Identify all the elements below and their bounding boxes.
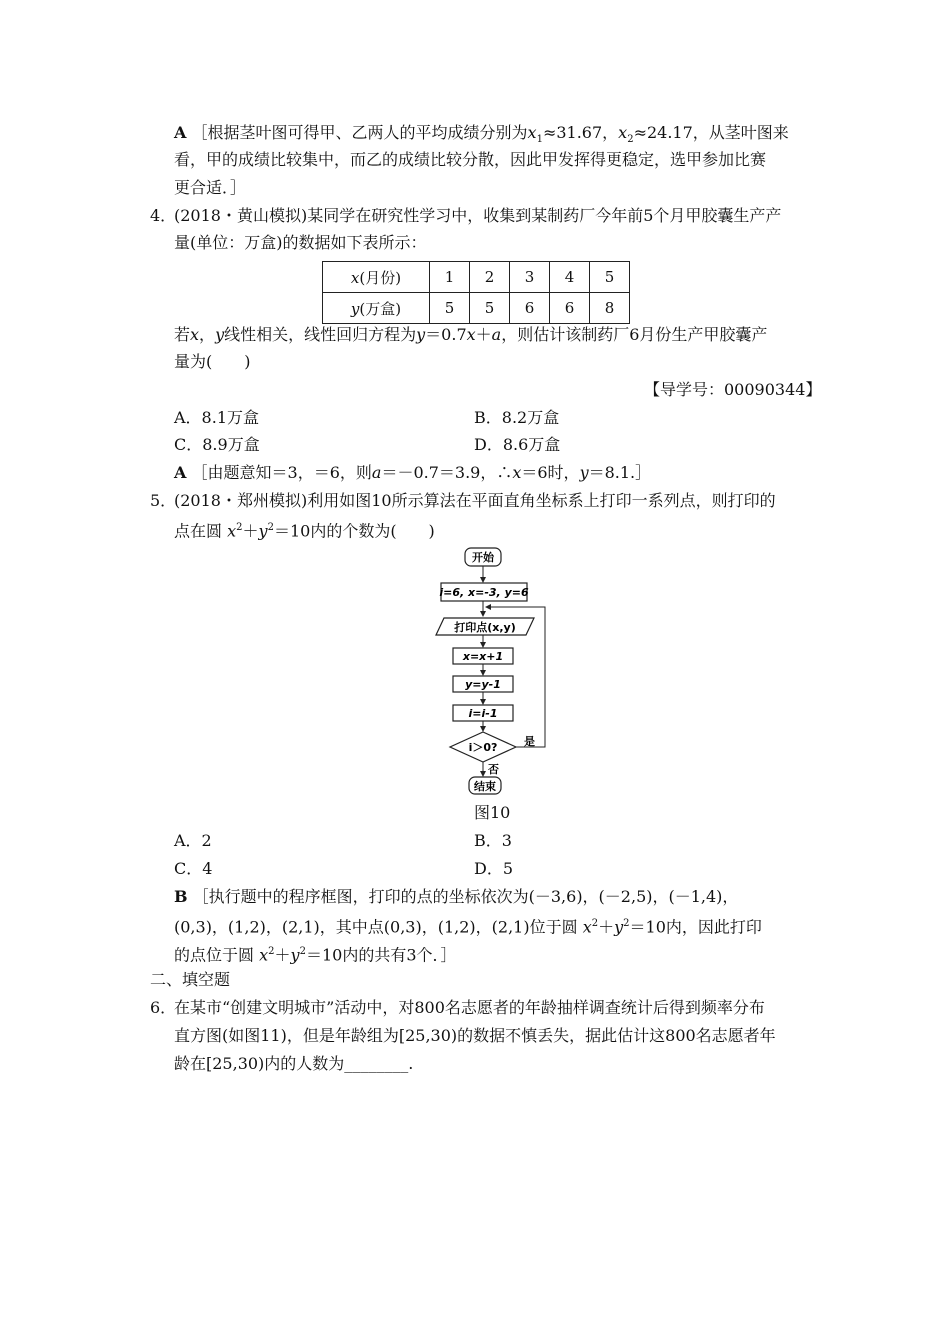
flowchart-step-i-label: i=i-1: [468, 707, 498, 720]
q5-answer-line3: 的点位于圆 $x^2+y^2=10$内的共有3个．］: [174, 945, 457, 965]
q3-answer-line2: 看，甲的成绩比较集中，而乙的成绩比较分散，因此甲发挥得更稳定，选甲参加比赛: [174, 150, 767, 169]
q4-line3: 若x，y线性相关，线性回归方程为y＝0.7x＋a，则估计该制药厂6月份生产甲胶囊产: [174, 325, 768, 344]
table-cell: 5: [590, 262, 630, 293]
flowchart-start-label: 开始: [472, 551, 494, 564]
flowchart-init-label: i=6, x=-3, y=6: [439, 586, 529, 599]
q6-line3: 龄在[25,30)内的人数为________.: [174, 1054, 414, 1073]
flowchart-yes-label: 是: [524, 735, 535, 748]
q6-number: 6．: [150, 998, 177, 1017]
q6-line1: 在某市“创建文明城市”活动中，对800名志愿者的年龄抽样调查统计后得到频率分布: [174, 998, 765, 1017]
table-cell: 6: [510, 293, 550, 324]
table-cell: 4: [550, 262, 590, 293]
q5-line1: (2018・郑州模拟)利用如图10所示算法在平面直角坐标系上打印一系列点，则打印的: [174, 491, 776, 510]
flowchart-end-label: 结束: [474, 780, 496, 793]
x-header-cell: x(月份): [323, 262, 430, 293]
q5-number: 5．: [150, 491, 177, 510]
flowchart-step-y-label: y=y-1: [465, 678, 501, 691]
table-cell: 8: [590, 293, 630, 324]
q5-option-b: B．3: [474, 831, 512, 850]
table-row: [323, 262, 630, 293]
q4-line1: (2018・黄山模拟)某同学在研究性学习中，收集到某制药厂今年前5个月甲胶囊生产产: [174, 206, 782, 225]
table-cell: 6: [550, 293, 590, 324]
figure-caption: 图10: [474, 803, 511, 822]
y-header-cell: y(万盒): [323, 293, 430, 324]
q4-option-b: B．8.2万盒: [474, 408, 560, 427]
q3-answer-line3: 更合适．］: [174, 178, 247, 197]
table-cell: 1: [430, 262, 470, 293]
q5-option-a: A．2: [174, 831, 212, 850]
q4-option-c: C．8.9万盒: [174, 435, 260, 454]
q5-line2: 点在圆 $x^2+y^2=10$内的个数为( ): [174, 521, 435, 541]
q4-option-a: A．8.1万盒: [174, 408, 260, 427]
flowchart: [430, 542, 560, 798]
q5-answer-line2: (0,3)，(1,2)，(2,1)，其中点(0,3)，(1,2)，(2,1)位于圆 $x^2+y^2=10$内，因此打印: [174, 917, 762, 937]
q5-option-c: C．4: [174, 859, 213, 878]
table-cell: 3: [510, 262, 550, 293]
flowchart-decision-label: i＞0?: [468, 741, 498, 754]
flowchart-step-x-label: x=x+1: [462, 650, 504, 663]
flowchart-print-label: 打印点(x,y): [454, 621, 516, 634]
q4-line4: 量为( ): [174, 352, 251, 371]
q4-option-d: D．8.6万盒: [474, 435, 561, 454]
q5-answer-line1: B ［执行题中的程序框图，打印的点的坐标依次为(－3,6)，(－2,5)，(－1,4)，: [174, 887, 739, 906]
q6-line2: 直方图(如图11)，但是年龄组为[25,30)的数据不慎丢失，据此估计这800名志愿者年: [174, 1026, 776, 1045]
table-cell: 5: [470, 293, 510, 324]
table-cell: 5: [430, 293, 470, 324]
q3-answer-line1: A ［根据茎叶图可得甲、乙两人的平均成绩分别为$x_1\approx 31.67$，$x_2\approx 24.17$，从茎叶图来: [174, 123, 789, 146]
table-cell: 2: [470, 262, 510, 293]
production-table: [322, 261, 630, 324]
q4-answer: A ［由题意知＝3，＝6，则a＝－0.7＝3.9，∴x＝6时，y＝8.1.］: [174, 463, 652, 482]
guide-number: 【导学号：00090344】: [644, 380, 822, 399]
q4-number: 4．: [150, 206, 177, 225]
q5-option-d: D．5: [474, 859, 514, 878]
q4-line2: 量(单位：万盒)的数据如下表所示：: [174, 233, 427, 252]
section-title: 二、填空题: [150, 970, 231, 989]
flowchart-no-label: 否: [488, 763, 499, 776]
table-row: [323, 293, 630, 324]
